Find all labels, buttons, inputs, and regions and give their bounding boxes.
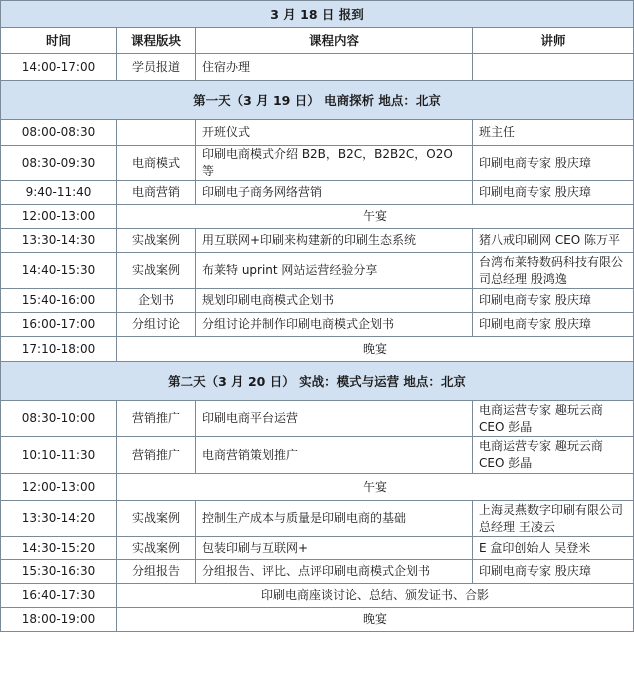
- cell-content: 电商营销策划推广: [196, 437, 473, 474]
- table-row: [1, 146, 634, 181]
- cell-merged-event: 午宴: [117, 474, 634, 501]
- table-row: [1, 584, 634, 608]
- cell-lecturer: 印刷电商专家 殷庆璋: [473, 289, 634, 313]
- section-title: 3 月 18 日 报到: [1, 1, 634, 28]
- table-row: [1, 181, 634, 205]
- section-header: [1, 81, 634, 120]
- cell-lecturer: 电商运营专家 趣玩云商 CEO 彭晶: [473, 401, 634, 437]
- table-row: [1, 501, 634, 537]
- cell-content: 分组讨论并制作印刷电商模式企划书: [196, 313, 473, 337]
- cell-lecturer: 印刷电商专家 殷庆璋: [473, 146, 634, 181]
- column-header-content: 课程内容: [196, 28, 473, 54]
- cell-time: 13:30-14:20: [1, 501, 117, 537]
- cell-lecturer: 印刷电商专家 殷庆璋: [473, 313, 634, 337]
- cell-module: 实战案例: [117, 537, 196, 560]
- cell-time: 9:40-11:40: [1, 181, 117, 205]
- cell-module: 电商营销: [117, 181, 196, 205]
- table-row: [1, 537, 634, 560]
- cell-time: 14:30-15:20: [1, 537, 117, 560]
- cell-module: 实战案例: [117, 253, 196, 289]
- cell-content: 分组报告、评比、点评印刷电商模式企划书: [196, 560, 473, 584]
- cell-module: 实战案例: [117, 229, 196, 253]
- table-row: [1, 205, 634, 229]
- cell-module: 学员报道: [117, 54, 196, 81]
- cell-content: 用互联网+印刷来构建新的印刷生态系统: [196, 229, 473, 253]
- cell-time: 08:30-09:30: [1, 146, 117, 181]
- cell-merged-event: 晚宴: [117, 337, 634, 362]
- cell-content: 控制生产成本与质量是印刷电商的基础: [196, 501, 473, 537]
- cell-lecturer: 班主任: [473, 120, 634, 146]
- section-header: [1, 1, 634, 28]
- table-row: [1, 229, 634, 253]
- cell-time: 08:30-10:00: [1, 401, 117, 437]
- cell-module: 营销推广: [117, 401, 196, 437]
- table-row: [1, 474, 634, 501]
- section-title: 第一天（3 月 19 日） 电商探析 地点：北京: [1, 81, 634, 120]
- cell-content: 印刷电商模式介绍 B2B，B2C，B2B2C，O2O 等: [196, 146, 473, 181]
- cell-time: 10:10-11:30: [1, 437, 117, 474]
- cell-lecturer: [473, 54, 634, 81]
- cell-lecturer: 印刷电商专家 殷庆璋: [473, 560, 634, 584]
- cell-content: 住宿办理: [196, 54, 473, 81]
- cell-content: 包装印刷与互联网+: [196, 537, 473, 560]
- cell-time: 14:00-17:00: [1, 54, 117, 81]
- cell-time: 12:00-13:00: [1, 205, 117, 229]
- column-header-row: [1, 28, 634, 54]
- cell-merged-event: 印刷电商座谈讨论、总结、颁发证书、合影: [117, 584, 634, 608]
- cell-time: 18:00-19:00: [1, 608, 117, 632]
- cell-content: 印刷电商平台运营: [196, 401, 473, 437]
- cell-module: 分组讨论: [117, 313, 196, 337]
- cell-time: 13:30-14:30: [1, 229, 117, 253]
- cell-time: 12:00-13:00: [1, 474, 117, 501]
- cell-lecturer: 电商运营专家 趣玩云商 CEO 彭晶: [473, 437, 634, 474]
- cell-time: 14:40-15:30: [1, 253, 117, 289]
- column-header-time: 时间: [1, 28, 117, 54]
- cell-time: 16:00-17:00: [1, 313, 117, 337]
- cell-module: 分组报告: [117, 560, 196, 584]
- cell-time: 08:00-08:30: [1, 120, 117, 146]
- cell-content: 开班仪式: [196, 120, 473, 146]
- column-header-lecturer: 讲师: [473, 28, 634, 54]
- column-header-module: 课程版块: [117, 28, 196, 54]
- table-row: [1, 253, 634, 289]
- cell-time: 16:40-17:30: [1, 584, 117, 608]
- cell-lecturer: 猪八戒印刷网 CEO 陈万平: [473, 229, 634, 253]
- cell-module: 企划书: [117, 289, 196, 313]
- table-row: [1, 289, 634, 313]
- cell-content: 印刷电子商务网络营销: [196, 181, 473, 205]
- table-row: [1, 120, 634, 146]
- cell-content: 规划印刷电商模式企划书: [196, 289, 473, 313]
- schedule-body: [1, 1, 634, 632]
- cell-module: 实战案例: [117, 501, 196, 537]
- cell-module: 营销推广: [117, 437, 196, 474]
- table-row: [1, 337, 634, 362]
- cell-lecturer: 台湾布莱特数码科技有限公司总经理 殷鸿逸: [473, 253, 634, 289]
- table-row: [1, 437, 634, 474]
- section-title: 第二天（3 月 20 日） 实战：模式与运营 地点：北京: [1, 362, 634, 401]
- table-row: [1, 401, 634, 437]
- cell-time: 15:40-16:00: [1, 289, 117, 313]
- table-row: [1, 608, 634, 632]
- cell-lecturer: 上海灵燕数字印刷有限公司总经理 王凌云: [473, 501, 634, 537]
- cell-lecturer: E 盒印创始人 吴登米: [473, 537, 634, 560]
- cell-content: 布莱特 uprint 网站运营经验分享: [196, 253, 473, 289]
- table-row: [1, 54, 634, 81]
- cell-merged-event: 晚宴: [117, 608, 634, 632]
- section-header: [1, 362, 634, 401]
- cell-time: 15:30-16:30: [1, 560, 117, 584]
- cell-time: 17:10-18:00: [1, 337, 117, 362]
- table-row: [1, 313, 634, 337]
- cell-module: 电商模式: [117, 146, 196, 181]
- cell-module: [117, 120, 196, 146]
- cell-merged-event: 午宴: [117, 205, 634, 229]
- table-row: [1, 560, 634, 584]
- cell-lecturer: 印刷电商专家 殷庆璋: [473, 181, 634, 205]
